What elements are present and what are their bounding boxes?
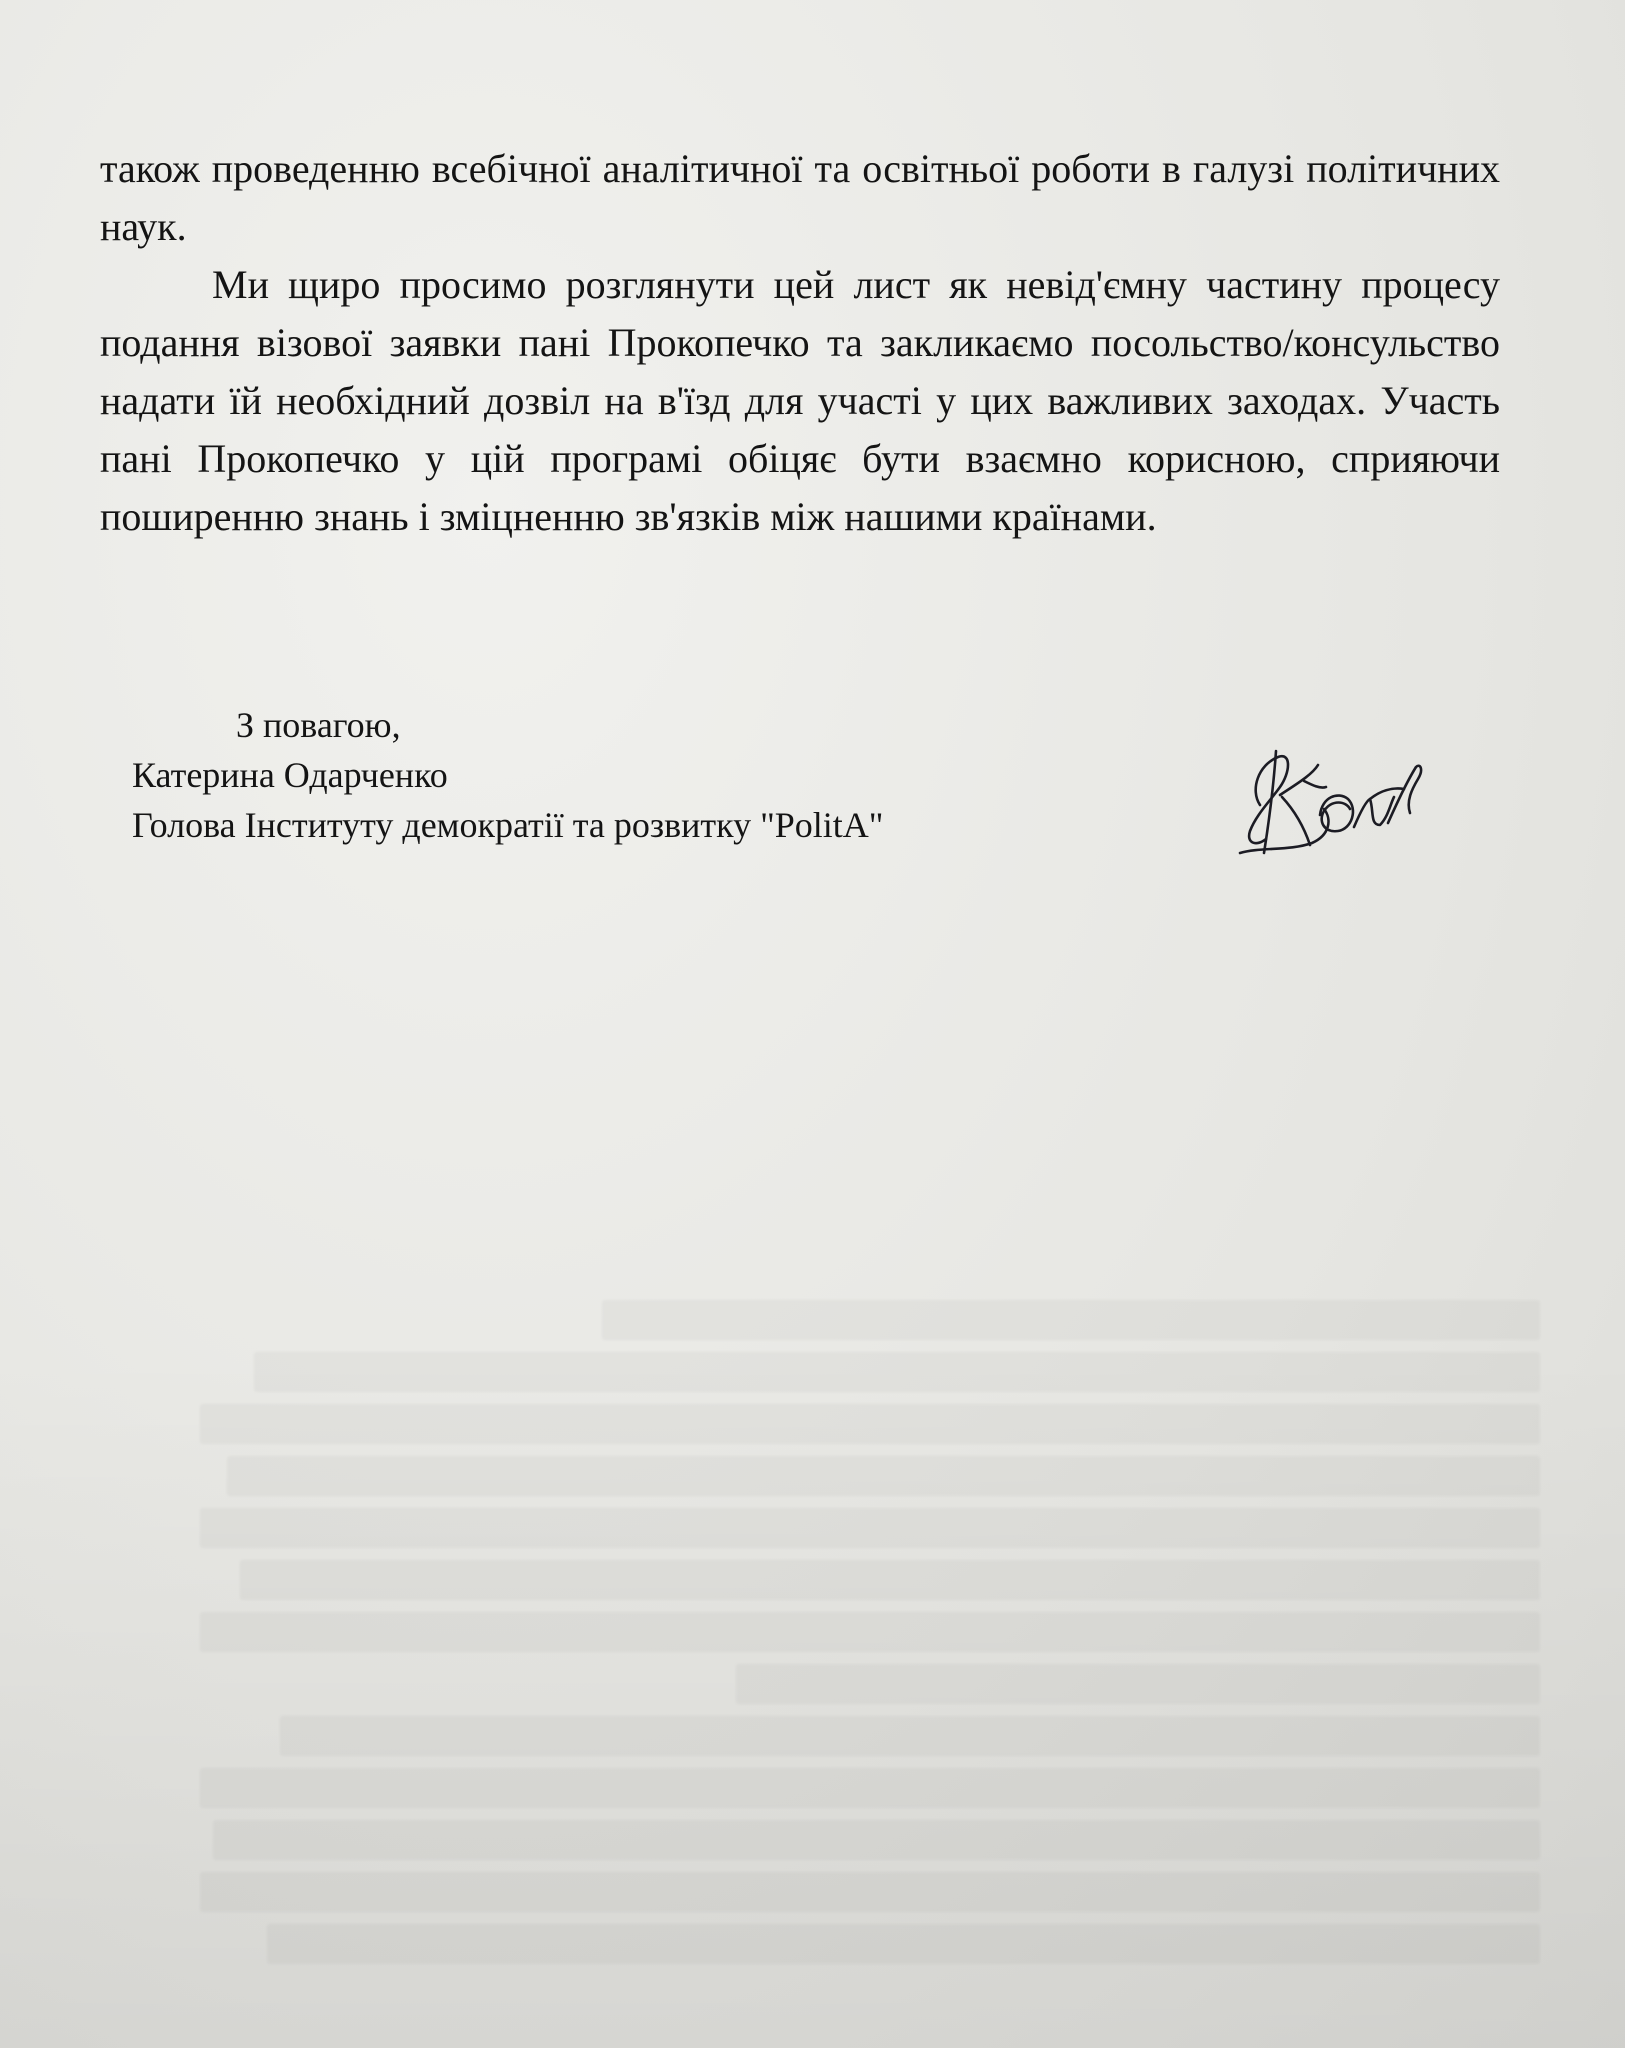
signatory-name: Катерина Одарченко — [132, 755, 448, 795]
handwritten-signature — [1220, 735, 1430, 870]
paragraph-request: Ми щиро просимо розглянути цей лист як невід'ємну частину процесу подання візової заявки пані Прокопечко та закликаємо посольство/консульство надати їй необхідний дозвіл на в'їзд для участі у цих важливих заходах. Участь пані Прокопечко у цій програмі обіцяє бути взаємно корисною, сприяючи поширенню знань і зміцненню зв'язків між нашими країнами. — [100, 262, 1500, 539]
paragraph-continuation: також проведенню всебічної аналітичної та освітньої роботи в галузі політичних наук. — [100, 146, 1500, 249]
letter-body — [100, 140, 1500, 546]
closing-block — [132, 700, 884, 850]
signatory-position: Голова Інституту демократії та розвитку "PolitA" — [132, 805, 884, 845]
bleed-through-text — [200, 1300, 1540, 1976]
signature-stroke — [1320, 796, 1353, 832]
signature-stroke — [1304, 781, 1326, 788]
signature-stroke — [1388, 766, 1421, 823]
closing-regards: З повагою, — [236, 705, 401, 745]
signature-stroke — [1240, 809, 1328, 853]
